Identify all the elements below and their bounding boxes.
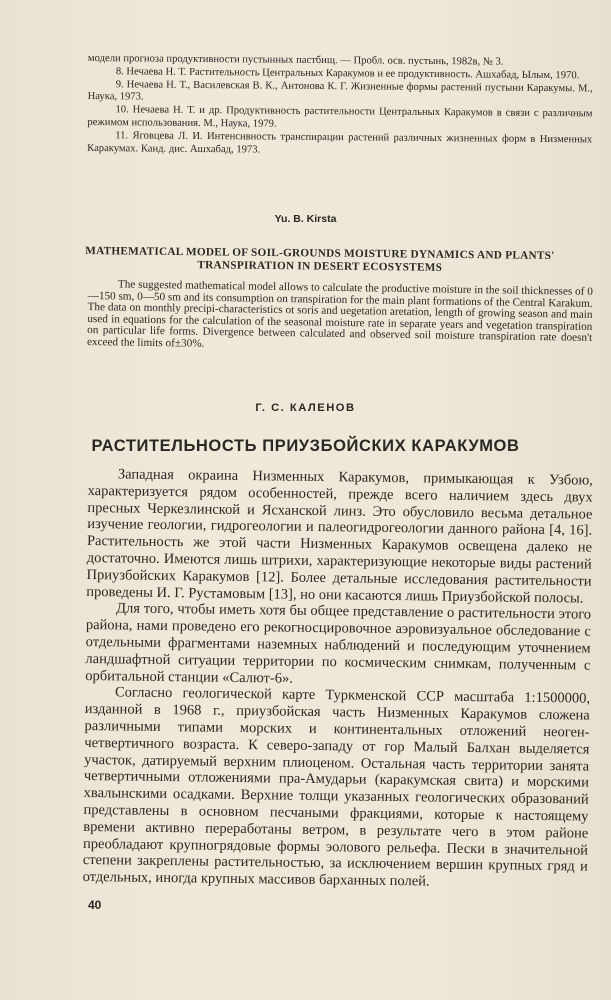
reference-item: 8. Нечаева Н. Т. Растительность Центральных Каракумов и ее продуктивность. Ашхабад, Ылым, 1970.	[115, 66, 580, 82]
english-abstract-body	[87, 279, 593, 356]
article-paragraph: Для того, чтобы иметь хотя бы общее представление о растительности этого района, нами проведено его рекогносцировочное аэровизуальное обследование с отдельными фрагментами наземных наблюдений и последующим уточнением ландшафтной ситуации территории по космическим снимкам, полученным с орбитальной станции «Салют-6».	[85, 600, 592, 687]
article-author: Г. С. КАЛЕНОВ	[255, 402, 356, 414]
english-abstract-author: Yu. B. Kirsta	[274, 213, 337, 225]
article-paragraph: Согласно геологической карте Туркменской ССР масштаба 1:1500000, изданной в 1968 г., приузбойская часть Низменных Каракумов сложена различными типами морских и континентальных отложений неоген-четвертичного возраста. К северо-западу от гор Малый Балхан выделяется участок, датируемый верхним плиоценом. Остальная часть территории занята четвертичными отложениями пра-Амударьи (каракумская свита) и морскими хвалынскими осадками. Верхние толщи указанных геологических образований представлены в основном песчаными фракциями, которые к настоящему времени активно переработаны ветром, в результате чего в этом районе преобладают крупногрядовые формы эолового рельефа. Пески в значительной степени закреплены растительностью, за исключением вершин крупных гряд и отдельных, иногда крупных массивов барханных полей.	[82, 684, 591, 890]
article-paragraph: Западная окраина Низменных Каракумов, примыкающая к Узбою, характеризуется рядом особенностей, прежде всего наличием здесь двух пресных Черкезлинской и Ясханской линз. Это обусловило весьма детальное изучение геологии, гидрогеологии и палеогидрогеологии данного района [4, 16]. Растительность же этой части Низменных Каракумов освещена далеко не достаточно. Имеются лишь штрихи, характеризующие некоторые виды растений Приузбойских Каракумов [12]. Более детальные исследования растительности проведены И. Г. Рустамовым [13], но они касаются лишь Приузбойской полосы.	[86, 466, 593, 607]
article-title: РАСТИТЕЛЬНОСТЬ ПРИУЗБОЙСКИХ КАРАКУМОВ	[91, 437, 520, 455]
reference-item: модели прогноза продуктивности пустынных пастбищ. — Пробл. осв. пустынь, 1982в, № 3.	[87, 53, 504, 68]
reference-item: 10. Нечаева Н. Т. и др. Продуктивность растительности Центральных Каракумов в связи с различным режимом использования. М., Наука, 1979.	[87, 104, 593, 130]
english-abstract-title: MATHEMATICAL MODEL OF SOIL-GROUNDS MOISTURE DYNAMICS AND PLANTS' TRANSPIRATION IN DESERT ECOSYSTEMS	[85, 245, 555, 274]
reference-list	[87, 53, 593, 160]
article-body	[83, 466, 593, 892]
reference-item: 9. Нечаева Н. Т., Василевская В. К., Антонова К. Г. Жизненные формы растений пустыни Каракумы. М., Наука, 1973.	[87, 78, 593, 103]
english-abstract-text: The suggested mathematical model allows to calculate the productive moisture in the soil thicknesses of 0—150 sm, 0—50 sm and its consumption on transpiration for the main plant formations of the Central Karakum. The data on monthly precipi-characteristics ot soris and uegetation aretation, length of growing season and main used in equations for the calculation of the seasonal moisture rate in separate years and vegetation transpiration on particular life forms. Divergence between calculated and observed soil moisture transpiration rate doesn't exceed the limits of±30%.	[86, 278, 593, 350]
page-number: 40	[88, 898, 102, 912]
reference-item: 11. Яговцева Л. И. Интенсивность транспирации растений различных жизненных форм в Низменных Каракумах. Канд. дис. Ашхабад, 1973.	[87, 130, 593, 156]
